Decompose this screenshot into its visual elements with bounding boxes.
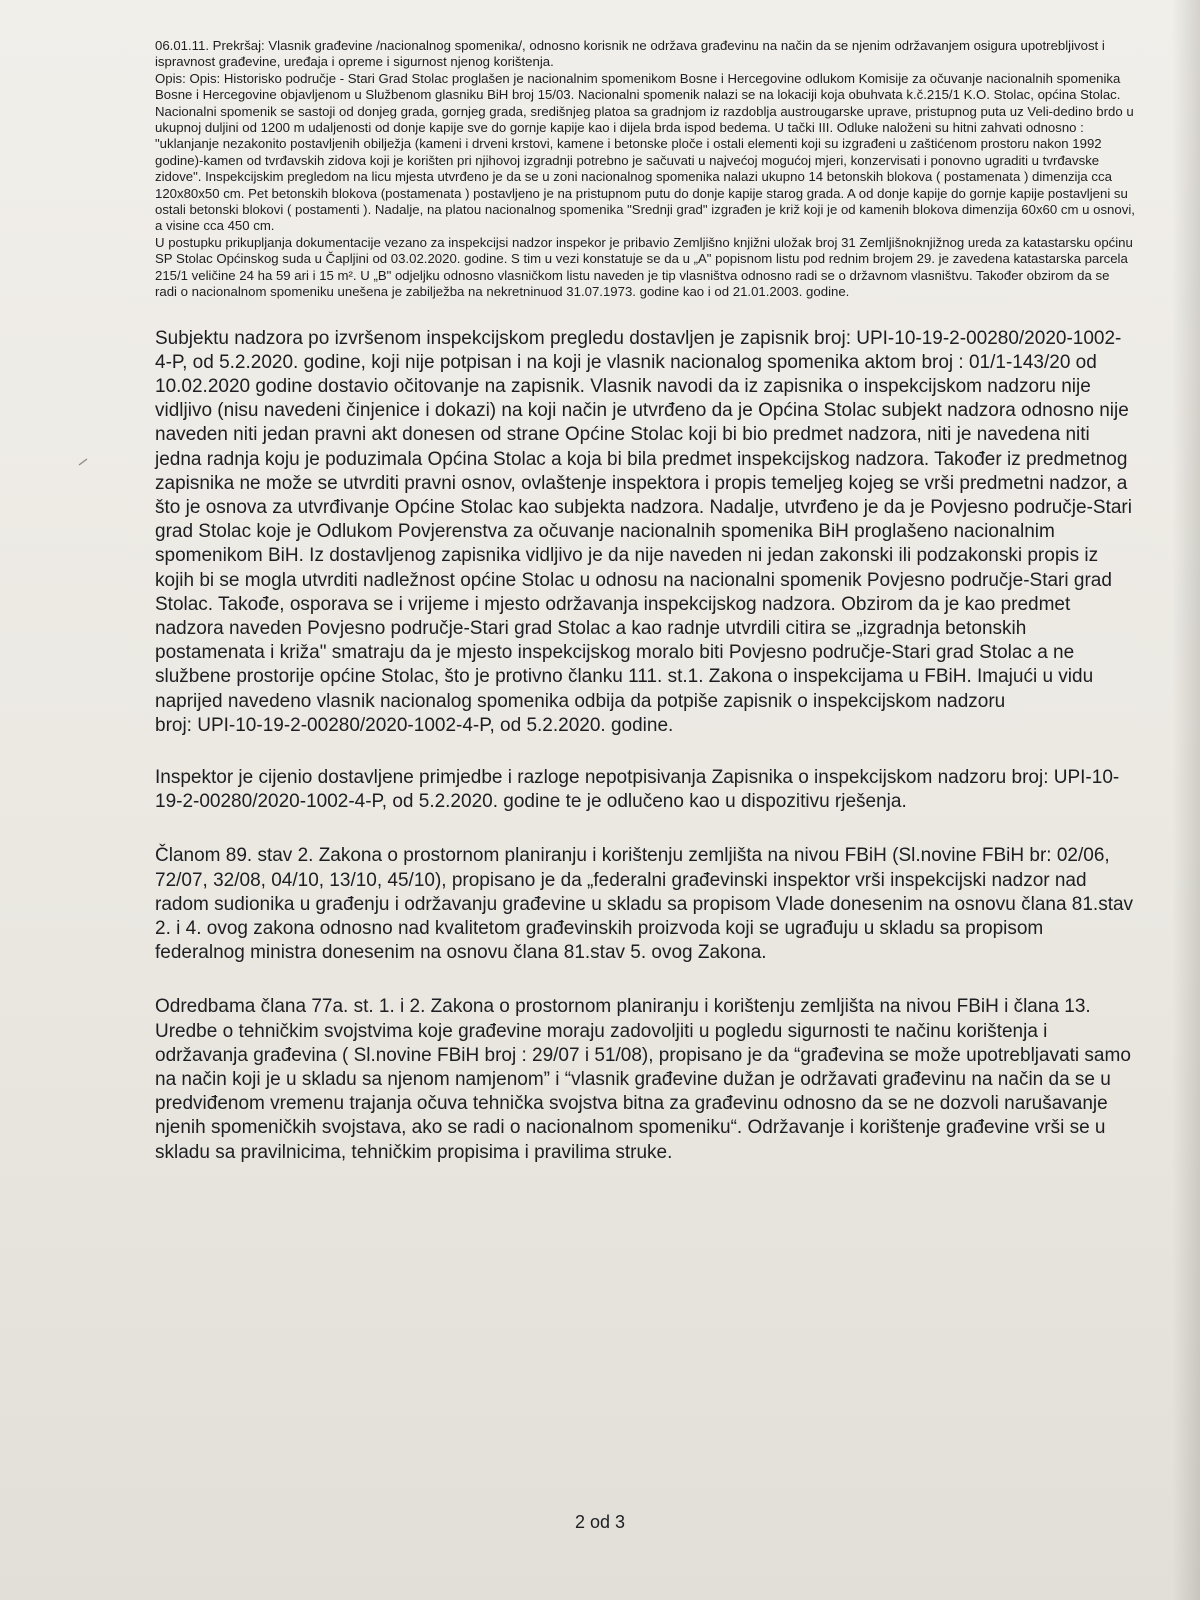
paragraph-article-89 (155, 844, 1135, 965)
page-edge-shadow (1172, 0, 1200, 1600)
paragraph-inspector-decision (155, 766, 1135, 814)
stray-pen-mark (78, 458, 88, 466)
paragraph-inspector-decision-text: Inspektor je cijenio dostavljene primjedbe i razloge nepotpisivanja Zapisnika o inspekcijskom nadzoru broj: UPI-10-19-2-00280/2020-1002-4-P, od 5.2.2020. godine te je odlučeno kao u dispozitivu rješenja. (155, 766, 1120, 813)
header-section (155, 38, 1135, 301)
header-paragraph-offence: 06.01.11. Prekršaj: Vlasnik građevine /nacionalnog spomenika/, odnosno korisnik ne održava građevinu na način da se njenim održavanjem osigura upotrebljivost i ispravnost građevine, uređaja i opreme i sigurnost njenog korištenja. (155, 38, 1105, 70)
paragraph-objection-end: broj: UPI-10-19-2-00280/2020-1002-4-P, od 5.2.2020. godine. (155, 714, 674, 736)
page-number: 2 od 3 (574, 1512, 626, 1532)
paragraph-objection-body: Subjektu nadzora po izvršenom inspekcijskom pregledu dostavljen je zapisnik broj: UPI-10-19-2-00280/2020-1002-4-P, od 5.2.2020. godine, koji nije potpisan i na koji je vlasnik nacionalog spomenika aktom broj : 01/1-143/20 od 10.02.2020 godine dostavio očitovanje na zapisnik. Vlasnik navodi da iz zapisnika o inspekcijskom nadzoru nije vidljivo (nisu navedeni činjenice i dokazi) na koji način je utvrđeno da je Općina Stolac subjekt nadzora odnosno nije naveden niti jedan pravni akt donesen od strane Općine Stolac koji bi bio predmet nadzora, niti je navedena niti jedna radnja koju je poduzimala Općina Stolac a koja bi bila predmet inspekcijskog nadzora. Također iz predmetnog zapisnika ne može se utvrditi pravni osnov, ovlaštenje inspektora i propis temeljeg kojeg se vrši predmetni nadzor, a što je osnova za utvrđivanje Općine Stolac kao subjekta nadzora. Nadalje, utvrđeno je da je Povjesno područje-Stari grad Stolac koje je Odlukom Povjerenstva za očuvanje nacionalnih spomenika BiH proglašeno nacionalnim spomenikom BiH. Iz dostavljenog zapisnika vidljivo je da nije naveden ni jedan zakonski ili podzakonski propis iz kojih bi se mogla utvrditi nadležnost općine Stolac u odnosu na nacionalni spomenik Povjesno područje-Stari grad Stolac. Takođe, osporava se i vrijeme i mjesto održavanja inspekcijskog nadzora. Obzirom da je kao predmet nadzora naveden Povjesno područje-Stari grad Stolac a kao radnje utvrdili citira se „izgradnja betonskih postamenata i križa" smatraju da je mjesto inspekcijskog moralo biti Povjesno područje-Stari grad Stolac a ne službene prostorije općine Stolac, što je protivno članku 111. st.1. Zakona o inspekcijama u FBiH. Imajući u vidu naprijed navedeno vlasnik nacionalog spomenika odbija da potpiše zapisnik o inspekcijskom nadzoru (155, 327, 1132, 712)
paragraph-objection (155, 327, 1135, 738)
document-body (155, 38, 1135, 1165)
paragraph-article-77a-text: Odredbama člana 77a. st. 1. i 2. Zakona o prostornom planiranju i korištenju zemljišta na nivou FBiH i člana 13. Uredbe o tehničkim svojstvima koje građevine moraju zadovoljiti u pogledu sigurnosti te načinu korištenja i održavanja građevina ( Sl.novine FBiH broj : 29/07 i 51/08), propisano je da “građevina se može upotrebljavati samo na način koji je u skladu sa njenom namjenom” i “vlasnik građevine dužan je održavati građevinu na način da se u predviđenom vremenu trajanja očuva tehnička svojstva bitna za građevinu odnosno da se ne dozvoli narušavanje njenih spomeničkih svojstava, ako se radi o nacionalnom spomeniku“. Održavanje i korištenje građevine vrši se u skladu sa pravilnicima, tehničkim propisima i pravilima struke. (155, 996, 1131, 1163)
header-paragraph-description: Opis: Opis: Historisko područje - Stari Grad Stolac proglašen je nacionalnim spomenikom Bosne i Hercegovine odlukom Komisije za očuvanje nacionalnih spomenika Bosne i Hercegovine objavljenom u Službenom glasniku BiH broj 15/03. Nacionalni spomenik nalazi se na lokaciji koja obuhvata k.č.215/1 K.O. Stolac, općina Stolac. Nacionalni spomenik se sastoji od donjeg grada, gornjeg grada, središnjeg platoa sa gradnjom iz razdoblja austrougarske uprave, pristupnog puta uz Veli-dedino brdo u ukupnoj duljini od 1200 m udaljenosti od donje kapije sve do gornje kapije kao i dijela brda ispod bedema. U tački III. Odluke naloženi su hitni zahvati odnosno : "uklanjanje nezakonito postavljenih obilježja (kameni i drveni krstovi, kamene i betonske ploče i ostali elementi koji su izgrađeni u zaštićenom prostoru nakon 1992 godine)-kamen od tvrđavskih zidova koji je korišten pri njihovoj izgradnji potrebno je sačuvati u najvećoj mogućoj mjeri, konzervisati i ponovno ugraditi u tvrđavske zidove". Inspekcijskim pregledom na licu mjesta utvrđeno je da se u zoni nacionalnog spomenika nalazi ukupno 14 betonskih blokova ( postamenata ) dimenzija cca 120x80x50 cm. Pet betonskih blokova (postamenata ) postavljeno je na pristupnom putu do donje kapije starog grada. A od donje kapije do gornje kapije postavljeni su ostali betonski blokovi ( postamenti ). Nadalje, na platou nacionalnog spomenika "Srednji grad" izgrađen je križ koji je od kamenih blokova dimenzija 60x60 cm u osnovi, a visine cca 450 cm. (155, 70, 1135, 234)
header-paragraph-documentation: U postupku prikupljanja dokumentacije vezano za inspekcijsi nadzor inspekor je pribavio Zemljišno knjižni uložak broj 31 Zemljišnoknjižnog ureda za katastarsku općinu SP Stolac Općinskog suda u Čapljini od 03.02.2020. godine. S tim u vezi konstatuje se da u „A" popisnom listu pod rednim brojem 29. je zavedena katastarska parcela 215/1 veličine 24 ha 59 ari i 15 m². U „B" odjeljku odnosno vlasničkom listu naveden je tip vlasništva odnosno radi se o državnom vlasništvu. Također obzirom da se radi o nacionalnom spomeniku unešena je zabilježba na nekretninuod 31.07.1973. godine kao i od 21.01.2003. godine. (155, 234, 1133, 300)
paragraph-article-89-text: Članom 89. stav 2. Zakona o prostornom planiranju i korištenju zemljišta na nivou FBiH (Sl.novine FBiH br: 02/06, 72/07, 32/08, 04/10, 13/10, 45/10), propisano je da „federalni građevinski inspektor vrši inspekcijski nadzor nad radom sudionika u građenju i održavanju građevine u skladu sa propisom Vlade donesenim na osnovu člana 81.stav 2. i 4. ovog zakona odnosno nad kvalitetom građevinskih proizvoda koji se ugrađuju u skladu sa propisom federalnog ministra donesenim na osnovu člana 81.stav 5. ovog Zakona. (155, 845, 1134, 964)
paragraph-article-77a (155, 995, 1135, 1164)
